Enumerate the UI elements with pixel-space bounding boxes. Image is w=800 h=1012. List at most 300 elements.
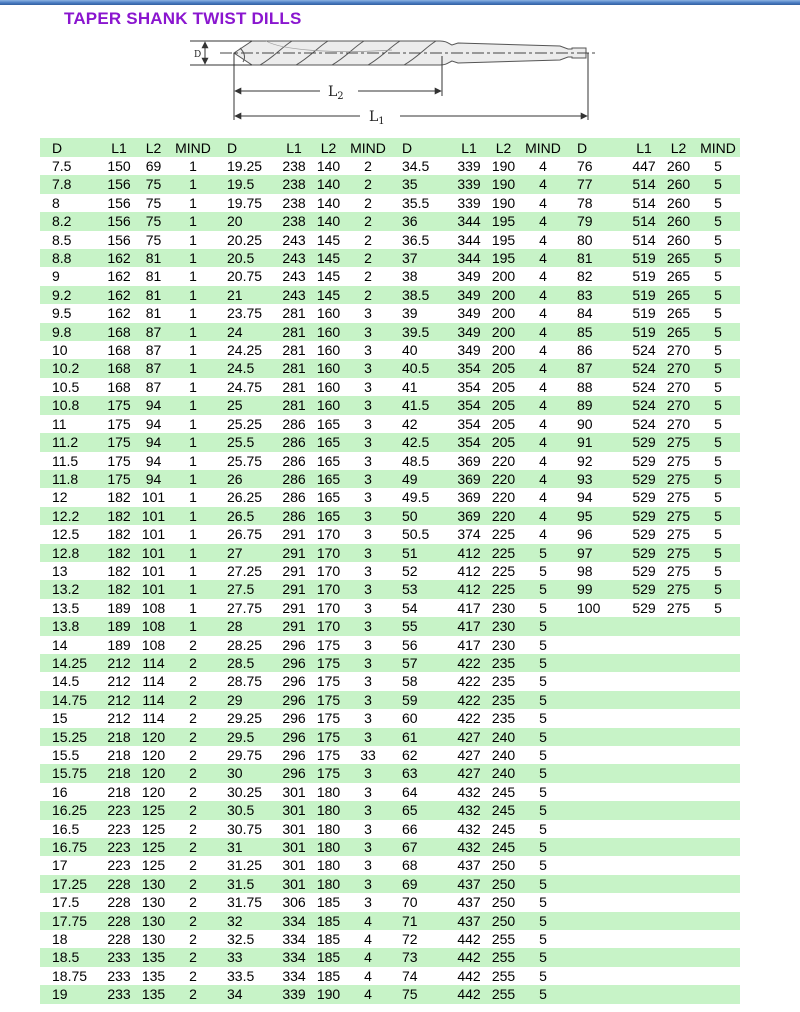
table-cell: 275 [666,544,691,561]
table-cell: 240 [491,728,516,745]
table-cell: 260 [666,158,691,174]
table-cell: 94 [577,489,593,506]
table-cell: 108 [141,618,166,635]
table-cell: 2 [189,875,197,892]
table-cell: 354 [457,397,481,414]
table-cell: 5 [714,378,722,395]
table-cell: 301 [282,857,306,874]
table-cell: 2 [364,213,372,230]
table-cell: 2 [189,912,197,929]
table-cell: 255 [491,986,516,1003]
table-cell: 32 [227,912,243,929]
table-cell: 24 [227,323,243,340]
table-cell [627,654,661,672]
table-cell: 175 [316,691,341,708]
table-cell: 7.8 [52,176,72,193]
table-cell: 225 [491,526,516,543]
table-cell: 5 [539,765,547,782]
table-cell: 4 [539,323,547,340]
table-cell: 12.2 [52,507,80,524]
table-cell: 34.5 [402,158,430,174]
table-cell: 3 [364,434,372,451]
table-row [40,801,740,819]
table-cell: 3 [364,728,372,745]
table-cell: 114 [142,710,165,727]
table-cell: 3 [364,544,372,561]
table-cell [661,820,696,838]
table-cell [565,764,627,782]
table-cell: 260 [666,231,691,248]
table-cell [627,967,661,985]
table-cell: 66 [402,820,418,837]
table-cell: 5 [539,618,547,635]
table-cell: 349 [457,305,481,322]
table-cell: 74 [402,967,418,984]
table-cell: 334 [282,967,306,984]
table-cell: 339 [457,158,481,174]
table-cell: 4 [364,931,372,948]
table-cell [565,912,627,930]
table-cell: 442 [457,949,481,966]
table-cell: 108 [141,599,166,616]
table-cell [565,967,627,985]
table-cell [661,672,696,690]
table-cell: 30.25 [227,783,263,800]
table-cell: 296 [282,765,306,782]
table-cell [627,672,661,690]
table-cell: 4 [539,452,547,469]
table-cell: 243 [282,268,306,285]
table-cell: 4 [364,949,372,966]
table-cell: 3 [364,839,372,856]
table-cell: 225 [491,544,516,561]
table-cell: 38.5 [402,286,430,303]
table-cell: 19.25 [227,158,263,174]
table-cell [627,728,661,746]
table-cell: 9.2 [52,286,72,303]
table-cell: 23.75 [227,305,263,322]
table-cell: 28.25 [227,636,263,653]
table-cell: 29.5 [227,728,255,745]
table-cell: 5 [714,176,722,193]
table-cell: 238 [282,194,306,211]
table-row [40,728,740,746]
table-cell: 2 [364,158,372,174]
table-cell: 16.5 [52,820,80,837]
column-header: MIND [346,138,390,157]
table-cell: 296 [282,728,306,745]
table-cell: 96 [577,526,593,543]
table-cell: 417 [457,599,481,616]
table-cell: 69 [145,158,162,174]
table-cell: 80 [577,231,593,248]
table-cell: 81 [577,250,593,267]
table-cell: 291 [282,562,306,579]
table-cell: 93 [577,470,593,487]
table-cell: 3 [364,378,372,395]
table-cell: 13.2 [52,581,80,598]
table-cell: 160 [316,397,341,414]
table-row [40,525,740,543]
table-cell: 5 [714,599,722,616]
table-cell: 2 [364,268,372,285]
table-cell: 519 [632,268,656,285]
table-cell: 182 [107,489,131,506]
table-cell: 1 [189,158,197,174]
table-cell: 190 [491,158,516,174]
table-row [40,433,740,451]
table-cell: 27.5 [227,581,255,598]
table-row [40,856,740,874]
table-cell: 270 [666,360,691,377]
table-cell: 11.2 [52,434,79,451]
table-cell: 255 [491,949,516,966]
table-cell: 218 [107,765,131,782]
table-cell: 10.8 [52,397,80,414]
table-cell: 5 [539,544,547,561]
table-cell: 16 [52,783,68,800]
table-cell: 5 [714,544,722,561]
table-cell: 2 [189,747,197,763]
table-cell: 75 [145,231,162,248]
table-cell: 270 [666,378,691,395]
table-cell: 5 [714,581,722,598]
table-cell: 15 [52,710,68,727]
table-cell: 8 [52,194,60,211]
table-cell [627,783,661,801]
table-cell: 69 [402,875,418,892]
table-cell: 77 [577,176,593,193]
table-cell [696,912,740,930]
table-cell: 4 [364,967,372,984]
table-cell: 13.8 [52,618,80,635]
table-cell: 78 [577,194,593,211]
table-cell: 2 [189,673,197,690]
table-cell: 1 [189,250,197,267]
table-cell: 65 [402,802,418,819]
table-cell: 205 [491,397,516,414]
table-cell: 15.5 [52,747,80,763]
table-cell: 29.75 [227,747,263,763]
table-cell: 344 [457,250,481,267]
table-cell: 344 [457,213,481,230]
table-cell: 37 [402,250,418,267]
table-cell: 30 [227,765,243,782]
table-cell: 185 [316,949,341,966]
table-cell: 90 [577,415,593,432]
table-cell: 170 [316,599,341,616]
table-row [40,930,740,948]
table-cell: 21 [227,286,243,303]
table-row [40,948,740,966]
table-cell: 233 [107,986,131,1003]
table-cell: 3 [364,489,372,506]
column-header: MIND [521,138,565,157]
table-cell: 145 [316,286,341,303]
table-cell: 2 [189,691,197,708]
table-cell: 162 [107,268,131,285]
table-cell: 18.5 [52,949,80,966]
table-cell [565,801,627,819]
table-cell: 195 [491,231,516,248]
table-cell: 28.5 [227,654,255,671]
table-cell: 170 [316,562,341,579]
table-cell: 2 [189,636,197,653]
table-cell: 135 [141,967,166,984]
table-cell: 35 [402,176,418,193]
table-row [40,286,740,304]
table-cell: 27 [227,544,243,561]
table-body [40,157,740,1004]
table-cell: 5 [714,526,722,543]
table-cell: 95 [577,507,593,524]
column-header: D [40,138,102,157]
table-cell: 230 [491,618,516,635]
table-cell: 120 [141,728,166,745]
table-cell: 29 [227,691,243,708]
table-cell: 230 [491,636,516,653]
table-cell: 20.25 [227,231,263,248]
table-cell: 291 [282,599,306,616]
table-cell [565,820,627,838]
table-cell [565,617,627,635]
table-cell [565,783,627,801]
table-cell: 2 [364,176,372,193]
table-row [40,764,740,782]
table-cell: 185 [316,894,341,911]
table-cell: 524 [632,415,656,432]
table-cell: 212 [107,654,131,671]
table-cell: 5 [714,434,722,451]
table-cell: 529 [632,526,656,543]
table-cell: 5 [539,875,547,892]
table-cell: 33 [227,949,243,966]
table-row [40,341,740,359]
table-cell: 40 [402,342,418,359]
table-cell: 86 [577,342,593,359]
column-header: D [565,138,627,157]
table-cell: 5 [539,691,547,708]
table-cell: 5 [539,912,547,929]
table-cell: 220 [491,507,516,524]
table-cell: 1 [189,562,197,579]
table-cell: 135 [141,986,166,1003]
table-cell: 354 [457,415,481,432]
overall-length-label: L [369,109,379,125]
table-cell [696,967,740,985]
table-cell: 354 [457,378,481,395]
table-cell: 94 [145,452,162,469]
table-cell: 4 [539,268,547,285]
table-cell: 344 [457,231,481,248]
table-cell: 38 [402,268,418,285]
table-cell: 265 [666,250,691,267]
table-cell: 374 [457,526,481,543]
table-cell [696,672,740,690]
table-cell: 12.5 [52,526,80,543]
table-cell [661,746,696,764]
table-cell: 79 [577,213,593,230]
table-cell: 529 [632,544,656,561]
table-cell: 286 [282,415,306,432]
header-row [40,138,740,157]
table-cell: 306 [282,894,306,911]
table-cell: 2 [189,931,197,948]
table-cell: 281 [282,397,306,414]
table-cell: 49.5 [402,489,430,506]
table-cell: 4 [539,231,547,248]
table-cell: 41.5 [402,397,430,414]
table-cell: 334 [282,949,306,966]
table-cell: 165 [316,434,341,451]
table-cell [661,856,696,874]
table-cell: 4 [539,213,547,230]
table-cell [565,893,627,911]
table-cell: 35.5 [402,194,430,211]
table-cell: 13.5 [52,599,80,616]
table-cell: 4 [539,176,547,193]
table-cell [565,875,627,893]
table-cell: 14.75 [52,691,88,708]
table-cell: 30.75 [227,820,263,837]
table-row [40,967,740,985]
table-cell: 417 [457,636,481,653]
table-cell: 5 [539,986,547,1003]
table-cell: 180 [316,839,341,856]
table-cell: 205 [491,378,516,395]
table-cell: 3 [364,599,372,616]
table-cell: 52 [402,562,418,579]
table-row [40,838,740,856]
table-cell [627,948,661,966]
table-cell: 9 [52,268,60,285]
table-cell: 529 [632,581,656,598]
table-cell: 175 [316,654,341,671]
table-cell: 235 [491,673,516,690]
table-cell: 100 [577,599,601,616]
table-cell: 5 [714,397,722,414]
table-cell: 4 [539,507,547,524]
table-cell [627,636,661,654]
table-cell: 349 [457,342,481,359]
table-cell: 140 [316,194,341,211]
table-cell: 5 [539,949,547,966]
table-row [40,488,740,506]
table-cell: 195 [491,213,516,230]
table-cell: 5 [539,802,547,819]
table-cell: 3 [364,691,372,708]
table-cell: 8.2 [52,213,72,230]
table-cell: 245 [491,839,516,856]
table-cell [565,856,627,874]
table-cell: 238 [282,176,306,193]
table-cell: 519 [632,286,656,303]
table-cell: 220 [491,489,516,506]
table-cell: 275 [666,507,691,524]
table-cell: 75 [402,986,418,1003]
table-cell: 81 [145,305,162,322]
table-cell: 13 [52,562,68,579]
table-cell: 150 [107,158,131,174]
table-cell: 349 [457,268,481,285]
table-cell [661,617,696,635]
table-cell: 286 [282,489,306,506]
table-cell: 3 [364,783,372,800]
table-cell: 135 [141,949,166,966]
table-cell: 175 [316,636,341,653]
table-cell: 281 [282,360,306,377]
table-cell: 5 [714,489,722,506]
table-cell: 4 [539,360,547,377]
column-header: L1 [277,138,311,157]
table-cell: 120 [141,747,166,763]
table-cell: 524 [632,397,656,414]
table-cell: 11 [52,415,67,432]
table-cell: 354 [457,360,481,377]
table-cell: 1 [189,378,197,395]
table-cell: 437 [457,875,481,892]
table-cell: 4 [539,286,547,303]
table-cell: 40.5 [402,360,430,377]
table-cell [661,875,696,893]
table-cell: 75 [145,194,162,211]
table-cell: 1 [189,286,197,303]
table-cell: 5 [714,360,722,377]
table-cell: 87 [577,360,593,377]
table-cell: 5 [714,415,722,432]
table-cell: 3 [364,470,372,487]
table-cell: 5 [714,286,722,303]
table-row [40,267,740,285]
table-cell: 4 [539,158,547,174]
table-row [40,636,740,654]
table-cell: 2 [364,231,372,248]
table-cell [627,856,661,874]
table-row [40,378,740,396]
table-row [40,507,740,525]
table-cell: 59 [402,691,418,708]
table-cell [627,875,661,893]
table-cell: 5 [539,783,547,800]
table-cell: 1 [189,342,197,359]
table-cell: 243 [282,250,306,267]
table-cell: 369 [457,507,481,524]
table-cell: 92 [577,452,593,469]
table-cell: 60 [402,710,418,727]
table-cell [661,728,696,746]
table-cell: 36 [402,213,418,230]
table-cell: 101 [141,526,166,543]
table-cell: 189 [107,599,131,616]
table-cell: 62 [402,747,418,763]
table-cell: 218 [107,747,131,763]
table-cell [661,709,696,727]
table-cell: 212 [107,710,131,727]
table-cell: 412 [457,581,481,598]
table-cell: 2 [189,710,197,727]
table-cell: 3 [364,360,372,377]
table-cell: 2 [189,894,197,911]
table-cell: 296 [282,673,306,690]
overall-length-sub: 1 [378,116,385,127]
table-cell [627,912,661,930]
table-cell: 25.5 [227,434,255,451]
table-cell: 28.75 [227,673,263,690]
table-cell: 275 [666,599,691,616]
table-cell: 190 [491,176,516,193]
table-cell: 225 [491,562,516,579]
table-cell: 67 [402,839,418,856]
